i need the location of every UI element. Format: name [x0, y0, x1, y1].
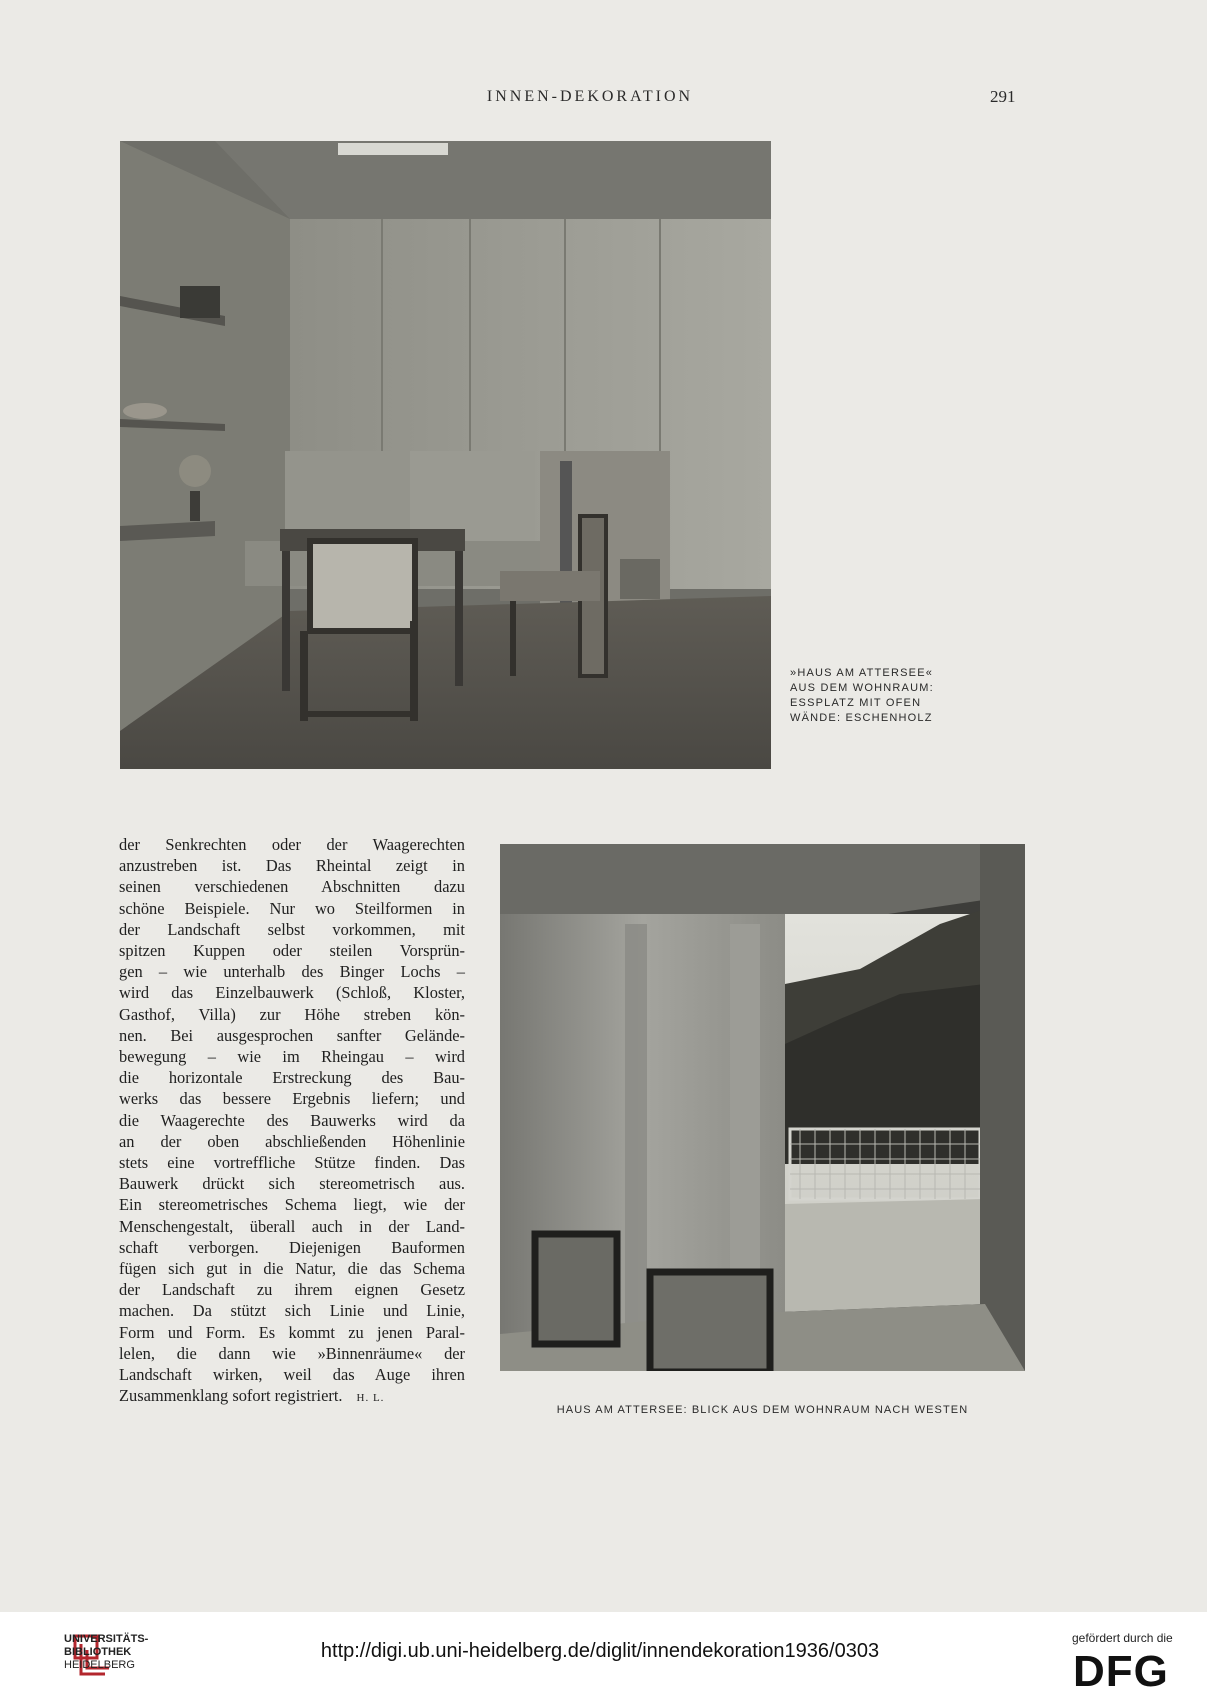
text-line: bewegung – wie im Rheingau – wird	[119, 1047, 465, 1067]
text-line: Gasthof, Villa) zur Höhe streben kön-	[119, 1004, 465, 1024]
text-line: stets eine vortreffliche Stütze finden. Das	[119, 1153, 465, 1173]
library-name-line: UNIVERSITÄTS-	[64, 1633, 149, 1645]
caption-line: AUS DEM WOHNRAUM:	[790, 682, 934, 694]
library-name-line: BIBLIOTHEK	[64, 1646, 132, 1658]
text-line-last	[119, 1385, 465, 1409]
text-line: seinen verschiedenen Abschnitten dazu	[119, 877, 465, 897]
text-line: fügen sich gut in die Natur, die das Schema	[119, 1259, 465, 1279]
text-line: lelen, die dann wie »Binnenräume« der	[119, 1343, 465, 1363]
text-line: Bauwerk drückt sich stereometrisch aus.	[119, 1174, 465, 1194]
caption-line: ESSPLATZ MIT OFEN	[790, 697, 922, 709]
text-line: schöne Beispiele. Nur wo Steilformen in	[119, 898, 465, 918]
text-line: gen – wie unterhalb des Binger Lochs –	[119, 962, 465, 982]
page-number: 291	[990, 87, 1016, 106]
text-line: anzustreben ist. Das Rheintal zeigt in	[119, 856, 465, 876]
caption-line: WÄNDE: ESCHENHOLZ	[790, 712, 933, 724]
funding-note: gefördert durch die	[1072, 1631, 1173, 1645]
text-line: die horizontale Erstreckung des Bau-	[119, 1068, 465, 1088]
text-line: Ein stereometrisches Schema liegt, wie der	[119, 1195, 465, 1215]
text-line: schaft verborgen. Diejenigen Bauformen	[119, 1237, 465, 1257]
photo-caption-bottom: HAUS AM ATTERSEE: BLICK AUS DEM WOHNRAUM NACH WESTEN	[556, 1404, 969, 1416]
library-name	[64, 1633, 148, 1672]
photo-dining-area	[120, 141, 771, 769]
dfg-logo: DFG	[1073, 1647, 1169, 1696]
text-line: spitzen Kuppen oder steilen Vorsprün-	[119, 941, 465, 961]
library-name-line: HEIDELBERG	[64, 1659, 135, 1671]
text-line: werks das bessere Ergebnis liefern; und	[119, 1089, 465, 1109]
text-line: Form und Form. Es kommt zu jenen Paral-	[119, 1322, 465, 1342]
caption-line: »HAUS AM ATTERSEE«	[790, 667, 934, 679]
text-line: wird das Einzelbauwerk (Schloß, Kloster,	[119, 983, 465, 1003]
photo-west-view	[500, 844, 1025, 1371]
text-line: machen. Da stützt sich Linie und Linie,	[119, 1301, 465, 1321]
text-line: an der oben abschließenden Höhenlinie	[119, 1131, 465, 1151]
text-line: Menschengestalt, überall auch in der Land-	[119, 1216, 465, 1236]
text-line: der Landschaft zu ihrem eignen Gesetz	[119, 1280, 465, 1300]
text-line: die Waagerechte des Bauwerks wird da	[119, 1110, 465, 1130]
photo-caption-top	[790, 666, 960, 726]
source-url[interactable]: http://digi.ub.uni-heidelberg.de/diglit/innendekoration1936/0303	[320, 1640, 880, 1662]
author-signature: H. L.	[356, 1392, 385, 1405]
text-line: Landschaft wirken, weil das Auge ihren	[119, 1365, 465, 1385]
text-line: nen. Bei ausgesprochen sanfter Gelände-	[119, 1025, 465, 1045]
text-line: der Senkrechten oder der Waagerechten	[119, 835, 465, 854]
running-title: INNEN-DEKORATION	[486, 88, 694, 105]
text-line: der Landschaft selbst vorkommen, mit	[119, 919, 465, 939]
text-line: Zusammenklang sofort registriert.	[119, 1386, 343, 1406]
article-text	[119, 834, 465, 1409]
